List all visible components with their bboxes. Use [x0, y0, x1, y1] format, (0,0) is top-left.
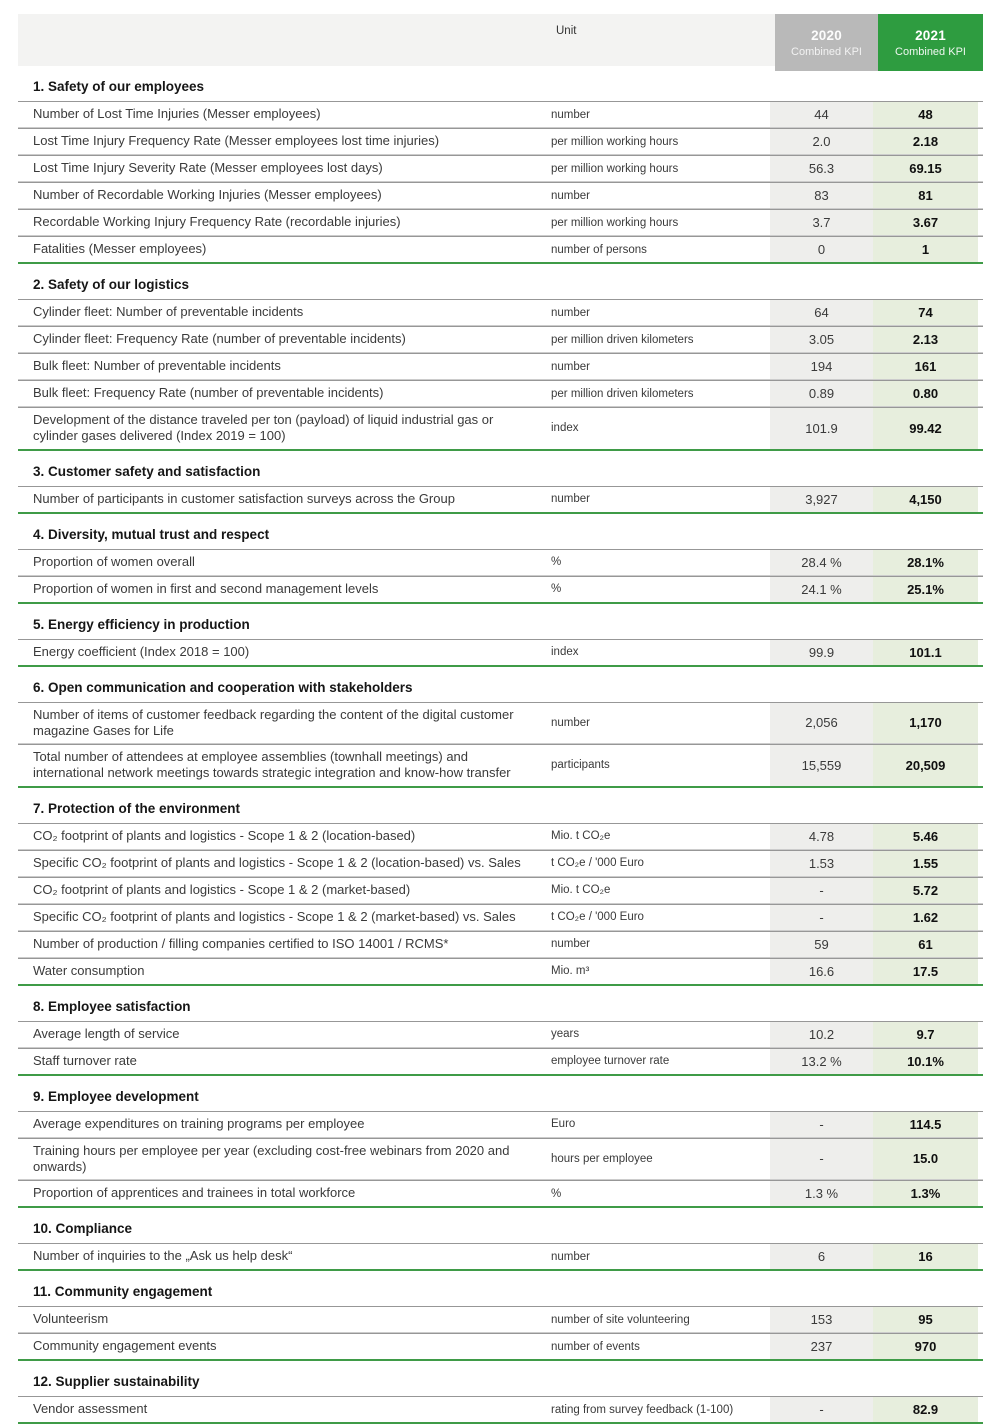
kpi-unit: per million driven kilometers	[551, 333, 694, 346]
kpi-section	[18, 999, 983, 1076]
kpi-value-2021: 17.5	[873, 959, 978, 984]
kpi-row	[18, 1048, 983, 1076]
kpi-value-2020: 24.1 %	[770, 577, 873, 602]
section-rows	[18, 639, 983, 667]
kpi-label: Average expenditures on training programs per employee	[33, 1115, 365, 1131]
kpi-value-2020: 13.2 %	[770, 1049, 873, 1074]
section-rows	[18, 486, 983, 514]
kpi-label: Bulk fleet: Number of preventable incidents	[33, 358, 281, 374]
kpi-value-2020: 64	[770, 300, 873, 325]
kpi-section	[18, 1374, 983, 1424]
kpi-value-2021: 20,509	[873, 745, 978, 786]
kpi-value-2021: 5.72	[873, 878, 978, 903]
kpi-label: Bulk fleet: Frequency Rate (number of preventable incidents)	[33, 385, 384, 401]
kpi-label: Average length of service	[33, 1025, 180, 1041]
section-rows	[18, 549, 983, 604]
kpi-unit: number	[551, 108, 590, 121]
kpi-row	[18, 326, 983, 353]
kpi-value-2021: 1	[873, 237, 978, 262]
kpi-label: Specific CO₂ footprint of plants and logistics - Scope 1 & 2 (market-based) vs. Sales	[33, 908, 516, 924]
kpi-row	[18, 823, 983, 850]
kpi-value-2021: 61	[873, 932, 978, 957]
kpi-label: Cylinder fleet: Frequency Rate (number of preventable incidents)	[33, 331, 406, 347]
section-title: 11. Community engagement	[33, 1284, 213, 1299]
kpi-value-2020: -	[770, 878, 873, 903]
kpi-value-2021: 2.13	[873, 327, 978, 352]
table-header	[18, 14, 983, 66]
kpi-row	[18, 877, 983, 904]
kpi-row	[18, 128, 983, 155]
kpi-value-2021: 81	[873, 183, 978, 208]
kpi-value-2020: 153	[770, 1307, 873, 1332]
year-2020-label: 2020	[811, 27, 842, 43]
kpi-unit: t CO₂e / '000 Euro	[551, 857, 644, 869]
section-title: 12. Supplier sustainability	[33, 1374, 200, 1389]
kpi-value-2020: -	[770, 1139, 873, 1180]
kpi-row	[18, 236, 983, 264]
kpi-row	[18, 1333, 983, 1361]
kpi-unit: per million working hours	[551, 162, 679, 175]
kpi-unit: number	[551, 938, 590, 950]
kpi-value-2020: 3.7	[770, 210, 873, 235]
kpi-section	[18, 464, 983, 514]
kpi-value-2020: 3.05	[770, 327, 873, 352]
combined-kpi-2021-label: Combined KPI	[895, 45, 966, 58]
kpi-row	[18, 353, 983, 380]
kpi-unit: number	[551, 1250, 590, 1263]
kpi-value-2021: 0.80	[873, 381, 978, 406]
kpi-label: Number of production / filling companies certified to ISO 14001 / RCMS*	[33, 935, 449, 951]
section-title: 1. Safety of our employees	[33, 79, 205, 94]
kpi-unit: Mio. m³	[551, 965, 590, 977]
kpi-value-2021: 101.1	[873, 640, 978, 665]
kpi-label: Training hours per employee per year (excluding cost-free webinars from 2020 and onwards)	[33, 1142, 510, 1174]
kpi-row	[18, 1138, 983, 1181]
section-rows	[18, 1243, 983, 1271]
kpi-value-2020: 83	[770, 183, 873, 208]
kpi-row	[18, 702, 983, 745]
kpi-value-2020: 56.3	[770, 156, 873, 181]
kpi-value-2020: 28.4 %	[770, 550, 873, 575]
kpi-label: Proportion of women overall	[33, 553, 195, 569]
kpi-value-2020: -	[770, 905, 873, 930]
kpi-unit: index	[551, 422, 579, 435]
kpi-unit: number of site volunteering	[551, 1313, 690, 1326]
kpi-value-2021: 2.18	[873, 129, 978, 154]
kpi-unit: Mio. t CO₂e	[551, 884, 611, 896]
kpi-value-2021: 15.0	[873, 1139, 978, 1180]
kpi-row	[18, 182, 983, 209]
year-2021-label: 2021	[915, 27, 946, 43]
kpi-section	[18, 277, 983, 451]
kpi-section	[18, 1089, 983, 1209]
kpi-unit: per million driven kilometers	[551, 387, 694, 400]
kpi-row	[18, 1306, 983, 1333]
kpi-label: Total number of attendees at employee assemblies (townhall meetings) and international network meetings towards strategic integration and know-how transfer	[33, 749, 511, 781]
kpi-value-2020: 1.53	[770, 851, 873, 876]
kpi-unit: number of events	[551, 1340, 640, 1353]
kpi-unit: per million working hours	[551, 135, 679, 148]
section-rows	[18, 1396, 983, 1424]
kpi-label: Lost Time Injury Frequency Rate (Messer employees lost time injuries)	[33, 133, 440, 149]
kpi-value-2021: 69.15	[873, 156, 978, 181]
kpi-section	[18, 79, 983, 264]
kpi-unit: years	[551, 1028, 580, 1040]
section-title: 5. Energy efficiency in production	[33, 616, 250, 632]
kpi-value-2021: 82.9	[873, 1397, 978, 1422]
section-rows	[18, 1021, 983, 1076]
section-title: 10. Compliance	[33, 1221, 133, 1236]
unit-column-header: Unit	[556, 25, 577, 37]
section-rows	[18, 299, 983, 451]
kpi-row	[18, 407, 983, 451]
column-header-2021	[878, 14, 983, 71]
kpi-row	[18, 1396, 983, 1424]
section-title: 3. Customer safety and satisfaction	[33, 463, 261, 479]
kpi-row	[18, 904, 983, 931]
kpi-label: Number of participants in customer satisfaction surveys across the Group	[33, 490, 455, 506]
kpi-value-2021: 4,150	[873, 487, 978, 512]
kpi-label: Staff turnover rate	[33, 1052, 137, 1068]
kpi-value-2020: -	[770, 1397, 873, 1422]
kpi-label: Volunteerism	[33, 1311, 109, 1327]
kpi-value-2020: 0.89	[770, 381, 873, 406]
kpi-value-2020: 59	[770, 932, 873, 957]
kpi-row	[18, 850, 983, 877]
column-header-2020	[775, 14, 878, 71]
kpi-value-2020: 1.3 %	[770, 1181, 873, 1206]
kpi-value-2020: 101.9	[770, 408, 873, 449]
kpi-label: CO₂ footprint of plants and logistics - Scope 1 & 2 (market-based)	[33, 881, 411, 897]
kpi-row	[18, 1180, 983, 1208]
section-title: 7. Protection of the environment	[33, 800, 241, 816]
kpi-value-2020: 16.6	[770, 959, 873, 984]
kpi-value-2021: 28.1%	[873, 550, 978, 575]
kpi-row	[18, 155, 983, 182]
kpi-value-2021: 5.46	[873, 824, 978, 849]
kpi-value-2021: 1.3%	[873, 1181, 978, 1206]
kpi-label: Cylinder fleet: Number of preventable incidents	[33, 304, 304, 320]
kpi-value-2020: 0	[770, 237, 873, 262]
kpi-value-2021: 95	[873, 1307, 978, 1332]
kpi-unit: number	[551, 493, 590, 505]
kpi-row	[18, 576, 983, 604]
kpi-row	[18, 931, 983, 958]
kpi-row	[18, 209, 983, 236]
kpi-section	[18, 1221, 983, 1271]
kpi-unit: %	[551, 1187, 562, 1200]
kpi-value-2021: 161	[873, 354, 978, 379]
kpi-label: Proportion of women in first and second management levels	[33, 580, 379, 596]
kpi-label: Lost Time Injury Severity Rate (Messer employees lost days)	[33, 160, 383, 176]
kpi-value-2021: 16	[873, 1244, 978, 1269]
kpi-value-2020: 2.0	[770, 129, 873, 154]
kpi-label: Fatalities (Messer employees)	[33, 241, 207, 257]
kpi-value-2020: 44	[770, 102, 873, 127]
kpi-value-2021: 114.5	[873, 1112, 978, 1137]
section-title: 4. Diversity, mutual trust and respect	[33, 526, 270, 542]
kpi-sections	[18, 79, 983, 1424]
kpi-section	[18, 527, 983, 604]
combined-kpi-2020-label: Combined KPI	[791, 45, 862, 58]
kpi-unit: Mio. t CO₂e	[551, 830, 611, 842]
kpi-row	[18, 744, 983, 788]
section-title: 2. Safety of our logistics	[33, 277, 190, 292]
kpi-value-2021: 25.1%	[873, 577, 978, 602]
section-title: 9. Employee development	[33, 1088, 199, 1104]
kpi-row	[18, 1111, 983, 1138]
kpi-unit: per million working hours	[551, 216, 679, 229]
kpi-unit: number	[551, 360, 590, 373]
kpi-value-2020: 99.9	[770, 640, 873, 665]
kpi-label: Number of Recordable Working Injuries (Messer employees)	[33, 187, 382, 203]
kpi-row	[18, 1021, 983, 1048]
section-rows	[18, 1306, 983, 1361]
kpi-row	[18, 1243, 983, 1271]
kpi-value-2021: 9.7	[873, 1022, 978, 1047]
kpi-unit: rating from survey feedback (1-100)	[551, 1403, 734, 1416]
kpi-unit: number of persons	[551, 243, 647, 256]
section-rows	[18, 1111, 983, 1209]
kpi-value-2020: 15,559	[770, 745, 873, 786]
kpi-value-2020: -	[770, 1112, 873, 1137]
kpi-value-2020: 4.78	[770, 824, 873, 849]
kpi-label: Number of Lost Time Injuries (Messer employees)	[33, 106, 321, 122]
kpi-unit: participants	[551, 759, 610, 772]
section-rows	[18, 101, 983, 264]
kpi-label: Number of inquiries to the „Ask us help desk“	[33, 1248, 293, 1264]
kpi-section	[18, 801, 983, 986]
kpi-value-2021: 970	[873, 1334, 978, 1359]
kpi-value-2021: 99.42	[873, 408, 978, 449]
kpi-label: Development of the distance traveled per ton (payload) of liquid industrial gas or cylinder gases delivered (Index 2019 = 100)	[33, 412, 494, 444]
kpi-value-2020: 6	[770, 1244, 873, 1269]
kpi-value-2021: 74	[873, 300, 978, 325]
kpi-value-2020: 2,056	[770, 703, 873, 744]
kpi-label: Specific CO₂ footprint of plants and logistics - Scope 1 & 2 (location-based) vs. Sales	[33, 854, 521, 870]
kpi-value-2021: 48	[873, 102, 978, 127]
kpi-section	[18, 680, 983, 788]
kpi-row	[18, 380, 983, 407]
section-rows	[18, 823, 983, 986]
kpi-value-2020: 237	[770, 1334, 873, 1359]
kpi-label: Water consumption	[33, 962, 145, 978]
kpi-label: CO₂ footprint of plants and logistics - Scope 1 & 2 (location-based)	[33, 827, 416, 843]
kpi-row	[18, 549, 983, 576]
kpi-label: Proportion of apprentices and trainees in total workforce	[33, 1185, 356, 1201]
kpi-value-2021: 1,170	[873, 703, 978, 744]
kpi-value-2021: 1.62	[873, 905, 978, 930]
kpi-unit: index	[551, 646, 579, 658]
kpi-value-2021: 10.1%	[873, 1049, 978, 1074]
kpi-unit: number	[551, 189, 590, 202]
kpi-unit: %	[551, 556, 562, 568]
kpi-section	[18, 617, 983, 667]
section-rows	[18, 702, 983, 788]
kpi-label: Number of items of customer feedback regarding the content of the digital customer magazine Gases for Life	[33, 706, 514, 738]
kpi-unit: t CO₂e / '000 Euro	[551, 911, 644, 923]
kpi-unit: %	[551, 583, 562, 595]
kpi-label: Community engagement events	[33, 1338, 217, 1354]
kpi-value-2020: 10.2	[770, 1022, 873, 1047]
kpi-unit: Euro	[551, 1118, 576, 1130]
kpi-row	[18, 299, 983, 326]
kpi-value-2020: 194	[770, 354, 873, 379]
kpi-unit: employee turnover rate	[551, 1055, 670, 1067]
kpi-value-2021: 3.67	[873, 210, 978, 235]
kpi-label: Recordable Working Injury Frequency Rate (recordable injuries)	[33, 214, 401, 230]
kpi-unit: number	[551, 306, 590, 319]
kpi-row	[18, 486, 983, 514]
kpi-value-2020: 3,927	[770, 487, 873, 512]
kpi-row	[18, 101, 983, 128]
kpi-report-table	[18, 0, 983, 1424]
kpi-label: Vendor assessment	[33, 1401, 148, 1417]
kpi-unit: hours per employee	[551, 1152, 653, 1165]
kpi-row	[18, 958, 983, 986]
kpi-unit: number	[551, 716, 590, 729]
section-title: 8. Employee satisfaction	[33, 998, 191, 1014]
section-title: 6. Open communication and cooperation with stakeholders	[33, 679, 413, 695]
kpi-value-2021: 1.55	[873, 851, 978, 876]
kpi-row	[18, 639, 983, 667]
kpi-section	[18, 1284, 983, 1361]
kpi-label: Energy coefficient (Index 2018 = 100)	[33, 643, 250, 659]
